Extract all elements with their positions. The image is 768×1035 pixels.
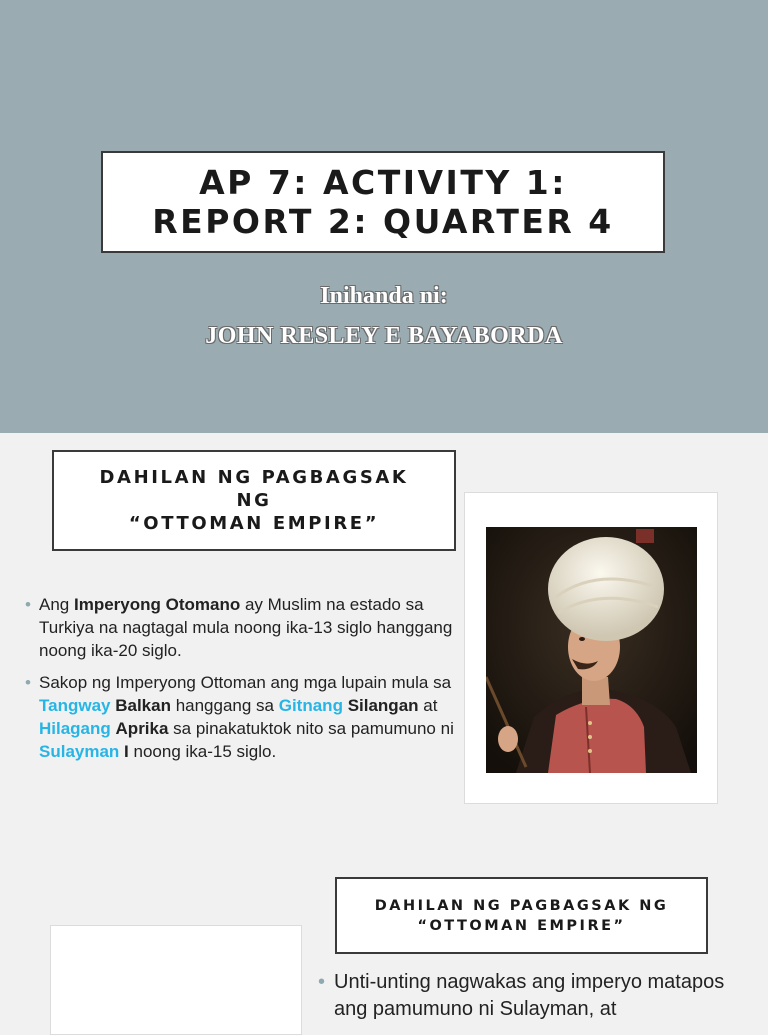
text-run: Sakop ng Imperyong Ottoman ang mga lupain mula sa bbox=[39, 673, 452, 692]
bullet-dot-icon: • bbox=[318, 971, 326, 993]
bullet-dot-icon: • bbox=[25, 673, 31, 692]
bullet-list bbox=[25, 593, 465, 772]
image-frame bbox=[50, 925, 302, 1035]
heading-line-2: NG bbox=[236, 490, 272, 511]
content-slide bbox=[0, 433, 768, 1024]
text-run: ay Muslim na estado sa Turkiya na nagtagal mula noong ika-13 siglo hanggang noong ika-20 siglo. bbox=[39, 595, 453, 660]
heading-2-line-1: DAHILAN NG PAGBAGSAK NG bbox=[374, 897, 669, 914]
prepared-by-label: Inihanda ni: bbox=[320, 283, 448, 309]
heading-2-line-2: “OTTOMAN EMPIRE” bbox=[417, 917, 626, 934]
text-run: at bbox=[418, 696, 438, 715]
bullet-list-2 bbox=[318, 969, 758, 1032]
bullet-item bbox=[25, 593, 465, 662]
title-box bbox=[101, 151, 665, 253]
bold-term: Imperyong Otomano bbox=[73, 595, 241, 614]
text-run: sa pinakatuktok nito sa pamumuno ni bbox=[168, 719, 454, 738]
bullet-item bbox=[25, 671, 465, 763]
portrait-illustration bbox=[486, 527, 697, 773]
bold-term: Balkan bbox=[115, 696, 171, 715]
text-run: hanggang sa bbox=[170, 696, 279, 715]
title-slide bbox=[0, 0, 768, 433]
bullet-item bbox=[318, 969, 758, 1023]
bold-term: I bbox=[124, 742, 129, 761]
author-name: JOHN RESLEY E BAYABORDA bbox=[205, 323, 563, 349]
text-run: noong ika-15 siglo. bbox=[128, 742, 277, 761]
portrait-image bbox=[486, 527, 697, 773]
highlight-term: Hilagang bbox=[39, 719, 111, 738]
slide-heading-2 bbox=[335, 877, 708, 954]
highlight-term: Tangway bbox=[39, 696, 111, 715]
bullet-dot-icon: • bbox=[25, 595, 31, 614]
portrait-frame bbox=[464, 492, 718, 804]
highlight-term: Gitnang bbox=[278, 696, 343, 715]
slide-heading bbox=[52, 450, 456, 551]
text-run: Unti-unting nagwakas ang imperyo matapos ang pamumuno ni Sulayman, at bbox=[334, 971, 725, 1020]
heading-line-1: DAHILAN NG PAGBAGSAK bbox=[99, 467, 409, 488]
bold-term: Silangan bbox=[347, 696, 419, 715]
title-line-1: AP 7: ACTIVITY 1: bbox=[199, 163, 567, 202]
highlight-term: Sulayman bbox=[39, 742, 120, 761]
bold-term: Aprika bbox=[115, 719, 169, 738]
title-line-2: REPORT 2: QUARTER 4 bbox=[152, 202, 614, 241]
text-run: Ang bbox=[39, 595, 74, 614]
heading-line-3: “OTTOMAN EMPIRE” bbox=[128, 513, 380, 534]
